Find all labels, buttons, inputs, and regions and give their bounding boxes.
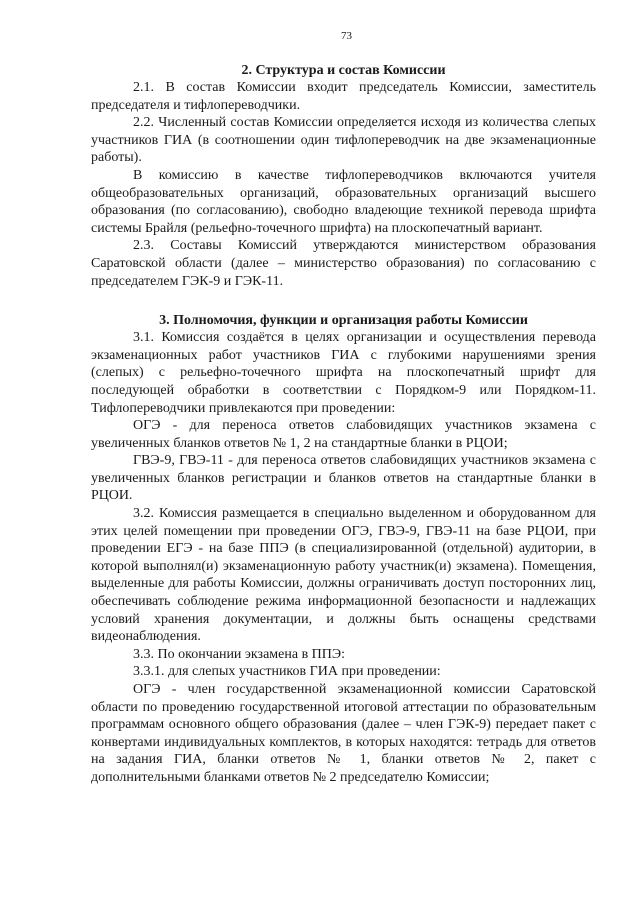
paragraph-3-2: 3.2. Комиссия размещается в специально выделенном и оборудованном для этих целей помещении при проведении ОГЭ, ГВЭ-9, ГВЭ-11 на базе РЦОИ, при проведении ЕГЭ - на базе ППЭ (в специализированной (отдельной) аудитории, в которой выполнял(и) экзаменационную работу участник(и) экзамена). Помещения, выделенные для работы Комиссии, должны ограничивать доступ посторонних лиц, обеспечивать соблюдение режима информационной безопасности и надлежащих условий хранения документации, и должны быть оснащены средствами видеонаблюдения. (91, 506, 596, 645)
paragraph-3-1: 3.1. Комиссия создаётся в целях организации и осуществления перевода экзаменационных работ участников ГИА с глубокими нарушениями зрения (слепых) с рельефно-точечного шрифта на плоскопечатный шрифт для последующей обработки в соответствии с Порядком-9 или Порядком-11. Тифлопереводчики привлекаются при проведении: (91, 330, 596, 416)
paragraph-3-1-oge: ОГЭ - для переноса ответов слабовидящих участников экзамена с увеличенных бланков ответов № 1, 2 на стандартные бланки в РЦОИ; (91, 418, 596, 451)
paragraph-3-3-1-oge: ОГЭ - член государственной экзаменационной комиссии Саратовской области по проведению государственной итоговой аттестации по образовательным программам основного общего образования (далее – член ГЭК-9) передает пакет с конвертами индивидуальных комплектов, в которых находятся: тетрадь для ответов на задания ГИА, бланки ответов № 1, бланки ответов № 2, пакет с дополнительными бланками ответов № 2 председателю Комиссии; (91, 682, 596, 785)
paragraph-2-1: 2.1. В состав Комиссии входит председатель Комиссии, заместитель председателя и тифлопереводчики. (91, 80, 596, 113)
paragraph-3-3: 3.3. По окончании экзамена в ППЭ: (133, 646, 346, 662)
paragraph-2-2: 2.2. Численный состав Комиссии определяется исходя из количества слепых участников ГИА (в соотношении один тифлопереводчик на две экзаменационные работы). (91, 115, 596, 166)
section-2-heading: 2. Структура и состав Комиссии (241, 63, 446, 78)
paragraph-2-3: 2.3. Составы Комиссий утверждаются министерством образования Саратовской области (далее – министерство образования) по согласованию с председателем ГЭК-9 и ГЭК-11. (91, 238, 596, 289)
paragraph-2-2-typhlo: В комиссию в качестве тифлопереводчиков включаются учителя общеобразовательных организаций, образовательных организаций высшего образования (по согласованию), свободно владеющие техникой перевода шрифта системы Брайля (рельефно-точечного шрифта) на плоскопечатный вариант. (91, 167, 596, 236)
section-3-heading: 3. Полномочия, функции и организация работы Комиссии (159, 313, 528, 329)
paragraph-3-3-1: 3.3.1. для слепых участников ГИА при проведении: (133, 664, 441, 680)
paragraph-3-1-gve: ГВЭ-9, ГВЭ-11 - для переноса ответов слабовидящих участников экзамена с увеличенных бланков регистрации и бланков ответов на стандартные бланки в РЦОИ. (91, 453, 596, 504)
document-page (91, 30, 596, 787)
page-number: 73 (341, 30, 352, 42)
